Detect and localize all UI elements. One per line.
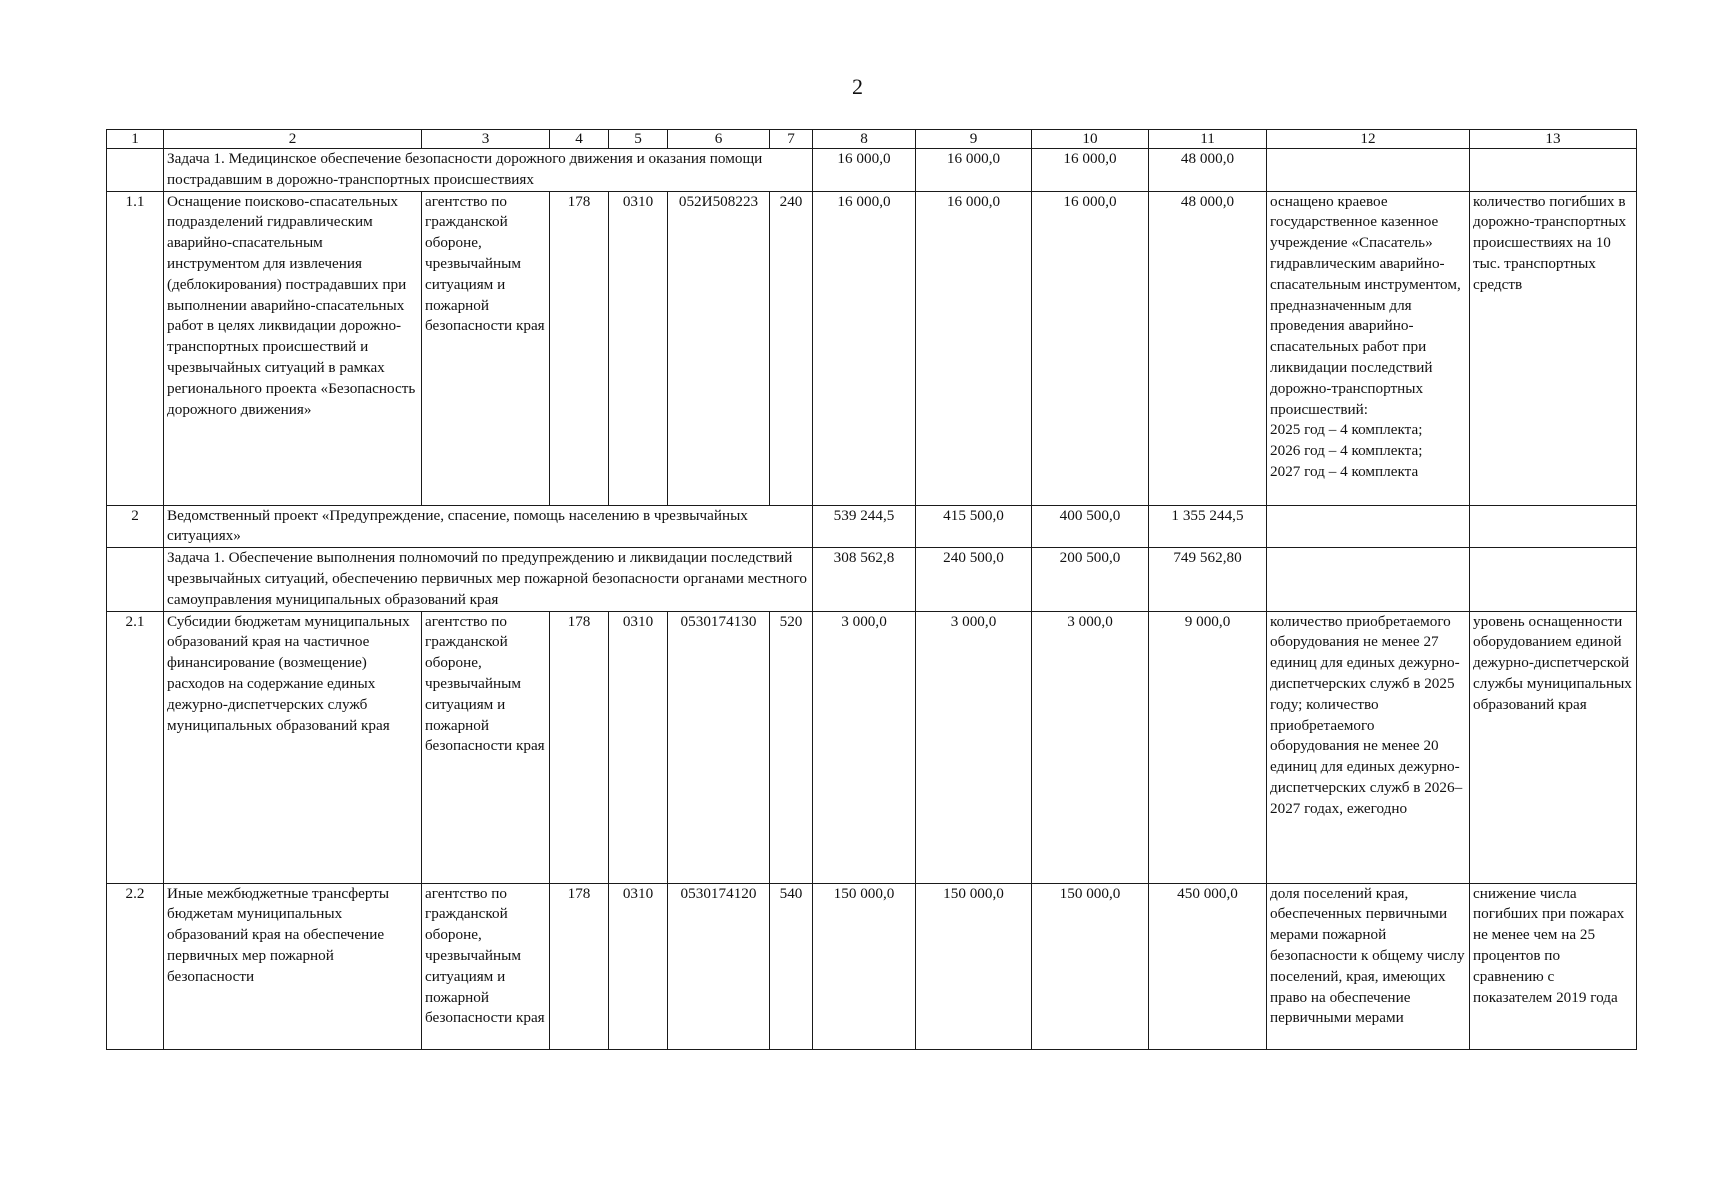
row-number: 2.1	[107, 611, 164, 883]
amount-total: 48 000,0	[1149, 191, 1267, 505]
budget-table	[106, 129, 1637, 1050]
header-cell: 12	[1267, 130, 1470, 149]
header-cell: 11	[1149, 130, 1267, 149]
task-title: Задача 1. Обеспечение выполнения полномочий по предупреждению и ликвидации последствий чрезвычайных ситуаций, обеспечению первичных мер пожарной безопасности органами местного самоуправления муниципальных образований края	[164, 548, 813, 611]
header-cell: 4	[550, 130, 609, 149]
amount-2026: 415 500,0	[916, 505, 1032, 548]
measure-name: Оснащение поисково-спасательных подразделений гидравлическим аварийно-спасательным инструментом для извлечения (деблокирования) пострадавших при выполнении аварийно-спасательных работ в целях ликвидации дорожно-транспортных происшествий и чрезвычайных ситуаций в рамках регионального проекта «Безопасность дорожного движения»	[164, 191, 422, 505]
code-expense-type: 240	[770, 191, 813, 505]
empty-cell	[1470, 505, 1637, 548]
empty-cell	[1267, 548, 1470, 611]
amount-2027: 200 500,0	[1032, 548, 1149, 611]
amount-2025: 539 244,5	[813, 505, 916, 548]
code-expense-type: 520	[770, 611, 813, 883]
expected-result: оснащено краевое государственное казенное учреждение «Спасатель» гидравлическим аварийно-спасательным инструментом, предназначенным для проведения аварийно-спасательных работ при ликвидации последствий дорожно-транспортных происшествий: 2025 год – 4 комплекта; 2026 год – 4 комплекта; 2027 год – 4 комплекта	[1267, 191, 1470, 505]
indicator: снижение числа погибших при пожарах не менее чем на 25 процентов по сравнению с показателем 2019 года	[1470, 883, 1637, 1049]
amount-2026: 240 500,0	[916, 548, 1032, 611]
code-target: 0530174130	[668, 611, 770, 883]
amount-2025: 308 562,8	[813, 548, 916, 611]
empty-cell	[107, 149, 164, 192]
amount-2026: 150 000,0	[916, 883, 1032, 1049]
header-cell: 10	[1032, 130, 1149, 149]
measure-name: Иные межбюджетные трансферты бюджетам муниципальных образований края на обеспечение первичных мер пожарной безопасности	[164, 883, 422, 1049]
code-section: 0310	[609, 883, 668, 1049]
code-grbs: 178	[550, 611, 609, 883]
code-expense-type: 540	[770, 883, 813, 1049]
code-grbs: 178	[550, 883, 609, 1049]
header-cell: 8	[813, 130, 916, 149]
amount-2026: 16 000,0	[916, 191, 1032, 505]
empty-cell	[107, 548, 164, 611]
header-row	[107, 130, 1637, 149]
row-number: 2.2	[107, 883, 164, 1049]
header-cell: 1	[107, 130, 164, 149]
expected-result: доля поселений края, обеспеченных первичными мерами пожарной безопасности к общему числу поселений, края, имеющих право на обеспечение первичными мерами	[1267, 883, 1470, 1049]
header-cell: 3	[422, 130, 550, 149]
row-number: 1.1	[107, 191, 164, 505]
task-row	[107, 149, 1637, 192]
header-cell: 7	[770, 130, 813, 149]
amount-2026: 3 000,0	[916, 611, 1032, 883]
amount-total: 450 000,0	[1149, 883, 1267, 1049]
table-row	[107, 883, 1637, 1049]
code-target: 052И508223	[668, 191, 770, 505]
amount-2025: 16 000,0	[813, 149, 916, 192]
page-number: 2	[852, 74, 863, 99]
row-number: 2	[107, 505, 164, 548]
project-title: Ведомственный проект «Предупреждение, спасение, помощь населению в чрезвычайных ситуациях»	[164, 505, 813, 548]
amount-2027: 400 500,0	[1032, 505, 1149, 548]
header-cell: 13	[1470, 130, 1637, 149]
amount-total: 749 562,80	[1149, 548, 1267, 611]
amount-total: 9 000,0	[1149, 611, 1267, 883]
task-title: Задача 1. Медицинское обеспечение безопасности дорожного движения и оказания помощи пострадавшим в дорожно-транспортных происшествиях	[164, 149, 813, 192]
code-target: 0530174120	[668, 883, 770, 1049]
amount-2027: 16 000,0	[1032, 191, 1149, 505]
amount-2027: 3 000,0	[1032, 611, 1149, 883]
empty-cell	[1470, 149, 1637, 192]
task-row	[107, 548, 1637, 611]
header-cell: 9	[916, 130, 1032, 149]
amount-total: 48 000,0	[1149, 149, 1267, 192]
amount-2026: 16 000,0	[916, 149, 1032, 192]
header-cell: 5	[609, 130, 668, 149]
code-section: 0310	[609, 191, 668, 505]
empty-cell	[1470, 548, 1637, 611]
responsible-agency: агентство по гражданской обороне, чрезвычайным ситуациям и пожарной безопасности края	[422, 191, 550, 505]
responsible-agency: агентство по гражданской обороне, чрезвычайным ситуациям и пожарной безопасности края	[422, 883, 550, 1049]
code-section: 0310	[609, 611, 668, 883]
header-cell: 2	[164, 130, 422, 149]
measure-name: Субсидии бюджетам муниципальных образований края на частичное финансирование (возмещение) расходов на содержание единых дежурно-диспетчерских служб муниципальных образований края	[164, 611, 422, 883]
empty-cell	[1267, 149, 1470, 192]
project-row	[107, 505, 1637, 548]
table-row	[107, 191, 1637, 505]
amount-2025: 150 000,0	[813, 883, 916, 1049]
code-grbs: 178	[550, 191, 609, 505]
amount-total: 1 355 244,5	[1149, 505, 1267, 548]
header-cell: 6	[668, 130, 770, 149]
amount-2027: 16 000,0	[1032, 149, 1149, 192]
responsible-agency: агентство по гражданской обороне, чрезвычайным ситуациям и пожарной безопасности края	[422, 611, 550, 883]
indicator: количество погибших в дорожно-транспортных происшествиях на 10 тыс. транспортных средств	[1470, 191, 1637, 505]
expected-result: количество приобретаемого оборудования не менее 27 единиц для единых дежурно-диспетчерских служб в 2025 году; количество приобретаемого оборудования не менее 20 единиц для единых дежурно-диспетчерских служб в 2026–2027 годах, ежегодно	[1267, 611, 1470, 883]
amount-2025: 3 000,0	[813, 611, 916, 883]
indicator: уровень оснащенности оборудованием единой дежурно-диспетчерской службы муниципальных образований края	[1470, 611, 1637, 883]
table-row	[107, 611, 1637, 883]
amount-2025: 16 000,0	[813, 191, 916, 505]
amount-2027: 150 000,0	[1032, 883, 1149, 1049]
empty-cell	[1267, 505, 1470, 548]
